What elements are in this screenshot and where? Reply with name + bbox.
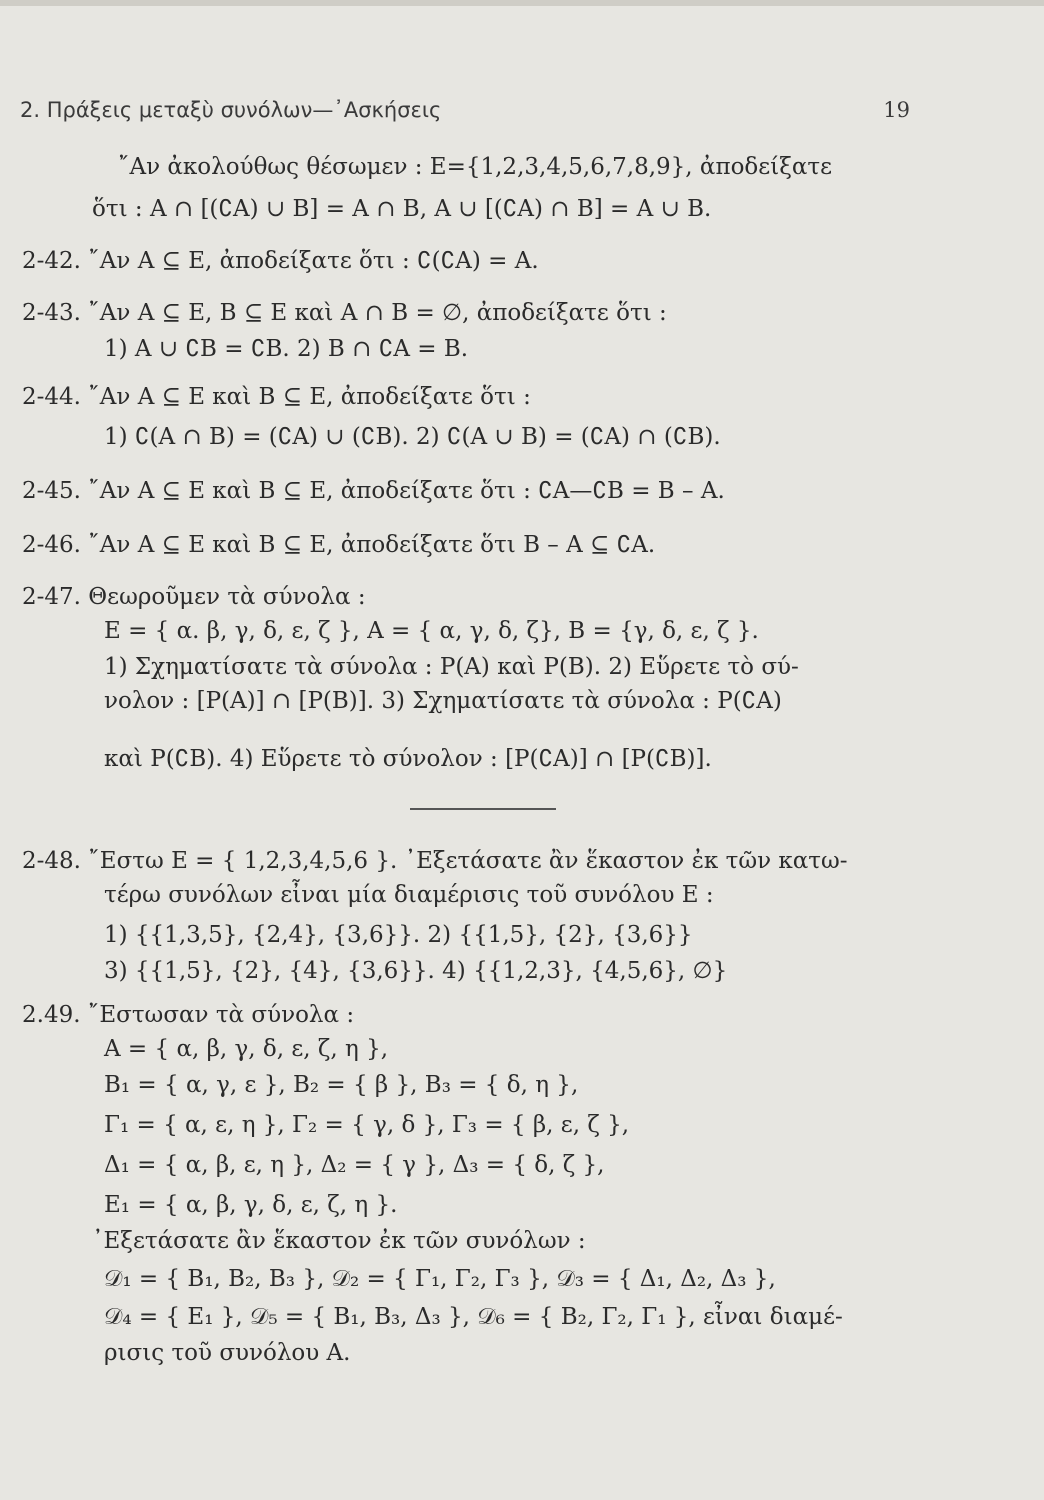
text-line: 1) {{1,3,5}, {2,4}, {3,6}}. 2) {{1,5}, {2}, {3,6}} (104, 922, 693, 948)
exercise-number: 2-43. (22, 300, 81, 326)
exercise-2-44: 2-44. ῎Αν Α ⊆ Ε καὶ Β ⊆ Ε, ἀποδείξατε ὅτι : (22, 384, 531, 410)
text-line: καὶ Ρ(∁Β). 4) Εὕρετε τὸ σύνολον : [Ρ(∁Α)] ∩ [Ρ(∁Β)]. (104, 746, 712, 772)
exercise-number: 2-42. (22, 248, 81, 274)
running-header (20, 98, 910, 122)
page-top-edge (0, 0, 1044, 6)
exercise-number: 2-48. (22, 848, 81, 874)
text-line: νολον : [Ρ(Α)] ∩ [Ρ(Β)]. 3) Σχηματίσατε τὰ σύνολα : Ρ(∁Α) (104, 688, 782, 714)
exercise-number: 2.49. (22, 1002, 81, 1028)
text-line: 𝒟₄ = { Ε₁ }, 𝒟₅ = { Β₁, Β₃, Δ₃ }, 𝒟₆ = { Β₂, Γ₂, Γ₁ }, εἶναι διαμέ- (104, 1304, 843, 1330)
text-line: 𝒟₁ = { Β₁, Β₂, Β₃ }, 𝒟₂ = { Γ₁, Γ₂, Γ₃ }, 𝒟₃ = { Δ₁, Δ₂, Δ₃ }, (104, 1266, 776, 1292)
exercise-2-47: 2-47. Θεωροῦμεν τὰ σύνολα : (22, 584, 366, 610)
exercise-number: 2-46. (22, 532, 81, 558)
exercise-2-43: 2-43. ῎Αν Α ⊆ Ε, Β ⊆ Ε καὶ Α ∩ Β = ∅, ἀποδείξατε ὅτι : (22, 300, 667, 326)
exercise-2-49: 2.49. ῎Εστωσαν τὰ σύνολα : (22, 1002, 355, 1028)
text-line: Β₁ = { α, γ, ε }, Β₂ = { β }, Β₃ = { δ, η }, (104, 1072, 579, 1098)
text-line: ᾿Εξετάσατε ἂν ἕκαστον ἐκ τῶν συνόλων : (92, 1228, 586, 1254)
exercise-number: 2-45. (22, 478, 81, 504)
section-divider (410, 808, 556, 810)
exercise-number: 2-47. (22, 584, 81, 610)
page-number: 19 (883, 98, 910, 122)
exercise-number: 2-44. (22, 384, 81, 410)
text-line: 1) Α ∪ ∁Β = ∁Β. 2) Β ∩ ∁Α = Β. (104, 336, 469, 362)
exercise-2-42: 2-42. ῎Αν Α ⊆ Ε, ἀποδείξατε ὅτι : ∁(∁Α) = Α. (22, 248, 539, 274)
text-line: ὅτι : Α ∩ [(∁Α) ∪ Β] = Α ∩ Β, Α ∪ [(∁Α) ∩ Β] = Α ∪ Β. (92, 196, 712, 222)
text-line: ῎Αν ἀκολούθως θέσωμεν : Ε={1,2,3,4,5,6,7,8,9}, ἀποδείξατε (118, 154, 833, 180)
text-line: ρισις τοῦ συνόλου Α. (104, 1340, 351, 1366)
exercise-2-48: 2-48. ῎Εστω Ε = { 1,2,3,4,5,6 }. ᾿Εξετάσατε ἂν ἕκαστον ἐκ τῶν κατω- (22, 848, 848, 874)
text-line: Δ₁ = { α, β, ε, η }, Δ₂ = { γ }, Δ₃ = { δ, ζ }, (104, 1152, 605, 1178)
text-line: Ε = { α. β, γ, δ, ε, ζ }, Α = { α, γ, δ, ζ}, Β = {γ, δ, ε, ζ }. (104, 618, 759, 644)
text-line: Ε₁ = { α, β, γ, δ, ε, ζ, η }. (104, 1192, 398, 1218)
text-line: 3) {{1,5}, {2}, {4}, {3,6}}. 4) {{1,2,3}, {4,5,6}, ∅} (104, 958, 728, 984)
text-line: Α = { α, β, γ, δ, ε, ζ, η }, (104, 1036, 389, 1062)
text-line: Γ₁ = { α, ε, η }, Γ₂ = { γ, δ }, Γ₃ = { β, ε, ζ }, (104, 1112, 630, 1138)
exercise-2-45: 2-45. ῎Αν Α ⊆ Ε καὶ Β ⊆ Ε, ἀποδείξατε ὅτι : ∁Α—∁Β = Β – Α. (22, 478, 725, 504)
text-line: 1) ∁(Α ∩ Β) = (∁Α) ∪ (∁Β). 2) ∁(Α ∪ Β) = (∁Α) ∩ (∁Β). (104, 424, 721, 450)
text-line: 1) Σχηματίσατε τὰ σύνολα : Ρ(Α) καὶ Ρ(Β). 2) Εὕρετε τὸ σύ- (104, 654, 799, 680)
header-title: 2. Πράξεις μεταξὺ συνόλων—᾿Ασκήσεις (20, 98, 442, 122)
text-line: τέρω συνόλων εἶναι μία διαμέρισις τοῦ συνόλου Ε : (104, 882, 714, 908)
exercise-2-46: 2-46. ῎Αν Α ⊆ Ε καὶ Β ⊆ Ε, ἀποδείξατε ὅτι Β – Α ⊆ ∁Α. (22, 532, 656, 558)
